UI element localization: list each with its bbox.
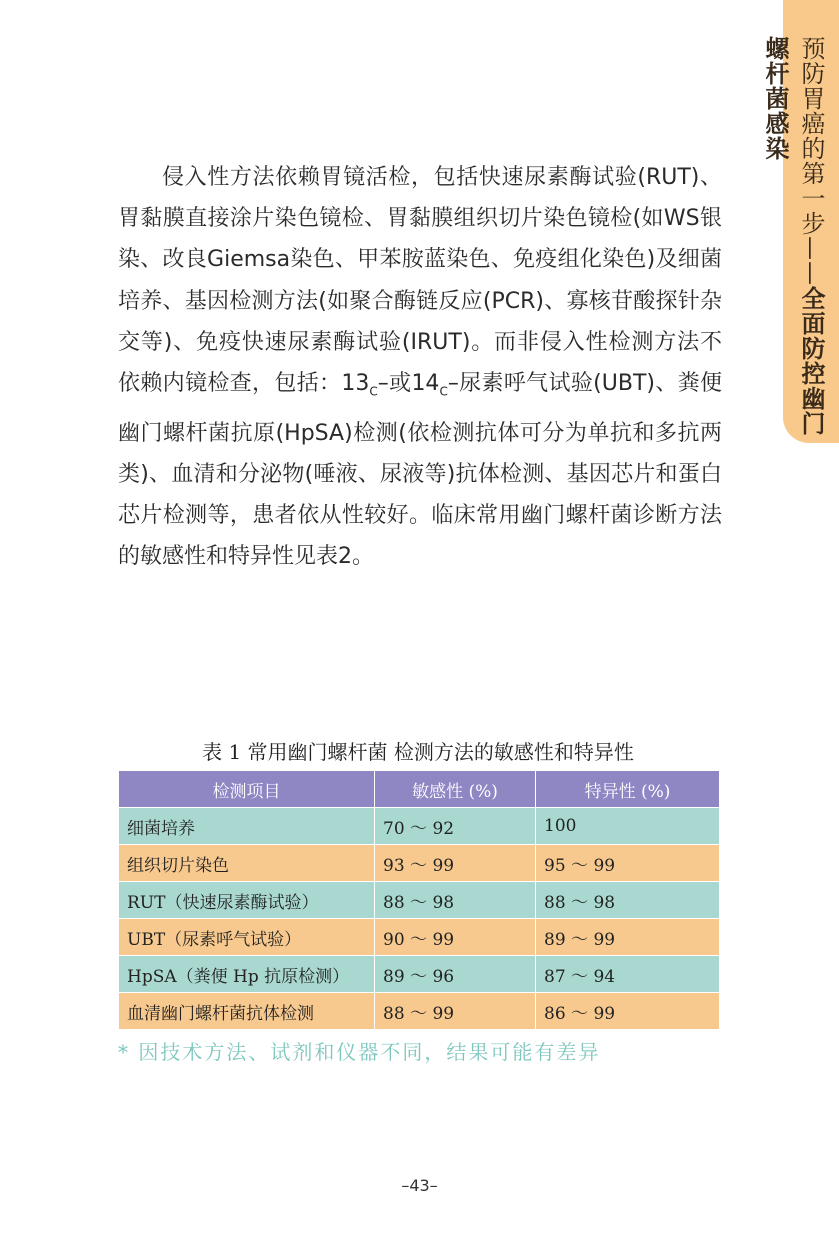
table-footnote: * 因技术方法、试剂和仪器不同，结果可能有差异 bbox=[118, 1040, 601, 1064]
paragraph-part-3: –尿素呼气试验(UBT)、粪便幽门螺杆菌抗原(HpSA)检测(依检测抗体可分为单抗和多抗两类)、血清和分泌物(唾液、尿液等)抗体检测、基因芯片和蛋白芯片检测等，患者依从性较好。临床常用幽门螺杆菌诊断方法的敏感性和特异性见表2。 bbox=[118, 371, 722, 570]
table-row bbox=[119, 993, 720, 1030]
subscript-c-2: C bbox=[439, 384, 448, 399]
cell-specificity: 95 ～ 99 bbox=[536, 845, 720, 882]
table-title: 表 1 常用幽门螺杆菌 检测方法的敏感性和特异性 bbox=[202, 740, 634, 764]
header-sensitivity: 敏感性 (%) bbox=[375, 771, 536, 808]
chapter-side-tab bbox=[761, 0, 839, 443]
table-row bbox=[119, 919, 720, 956]
table-row bbox=[119, 956, 720, 993]
cell-sensitivity: 88 ～ 99 bbox=[375, 993, 536, 1030]
body-paragraph bbox=[118, 157, 722, 577]
chapter-title-main: 预防胃癌的第一步 bbox=[797, 36, 825, 236]
cell-method: RUT（快速尿素酶试验） bbox=[119, 882, 375, 919]
table-row bbox=[119, 845, 720, 882]
chapter-title bbox=[761, 36, 829, 443]
header-method: 检测项目 bbox=[119, 771, 375, 808]
header-specificity: 特异性 (%) bbox=[536, 771, 720, 808]
paragraph-part-1: 侵入性方法依赖胃镜活检，包括快速尿素酶试验(RUT)、胃黏膜直接涂片染色镜检、胃黏膜组织切片染色镜检(如WS银染、改良Giemsa染色、甲苯胺蓝染色、免疫组化染色)及细菌培养、基因检测方法(如聚合酶链反应(PCR)、寡核苷酸探针杂交等)、免疫快速尿素酶试验(IRUT)。而非侵入性检测方法不依赖内镜检查，包括：13 bbox=[118, 165, 722, 397]
table-header-row bbox=[119, 771, 720, 808]
cell-sensitivity: 90 ～ 99 bbox=[375, 919, 536, 956]
table-row bbox=[119, 808, 720, 845]
detection-methods-table bbox=[118, 770, 720, 1030]
cell-sensitivity: 70 ～ 92 bbox=[375, 808, 536, 845]
cell-method: 细菌培养 bbox=[119, 808, 375, 845]
chapter-title-dash: —— bbox=[797, 236, 825, 286]
cell-sensitivity: 89 ～ 96 bbox=[375, 956, 536, 993]
cell-specificity: 87 ～ 94 bbox=[536, 956, 720, 993]
table-row bbox=[119, 882, 720, 919]
cell-specificity: 100 bbox=[536, 808, 720, 845]
page-number: –43– bbox=[401, 1176, 438, 1195]
cell-method: UBT（尿素呼气试验） bbox=[119, 919, 375, 956]
cell-method: 血清幽门螺杆菌抗体检测 bbox=[119, 993, 375, 1030]
cell-sensitivity: 93 ～ 99 bbox=[375, 845, 536, 882]
chapter-subtitle: 全面防控幽门螺杆菌感染 bbox=[761, 36, 825, 436]
cell-method: 组织切片染色 bbox=[119, 845, 375, 882]
cell-sensitivity: 88 ～ 98 bbox=[375, 882, 536, 919]
cell-specificity: 86 ～ 99 bbox=[536, 993, 720, 1030]
cell-specificity: 89 ～ 99 bbox=[536, 919, 720, 956]
subscript-c-1: C bbox=[369, 384, 378, 399]
cell-specificity: 88 ～ 98 bbox=[536, 882, 720, 919]
cell-method: HpSA（粪便 Hp 抗原检测） bbox=[119, 956, 375, 993]
paragraph-part-2: –或14 bbox=[377, 371, 440, 397]
